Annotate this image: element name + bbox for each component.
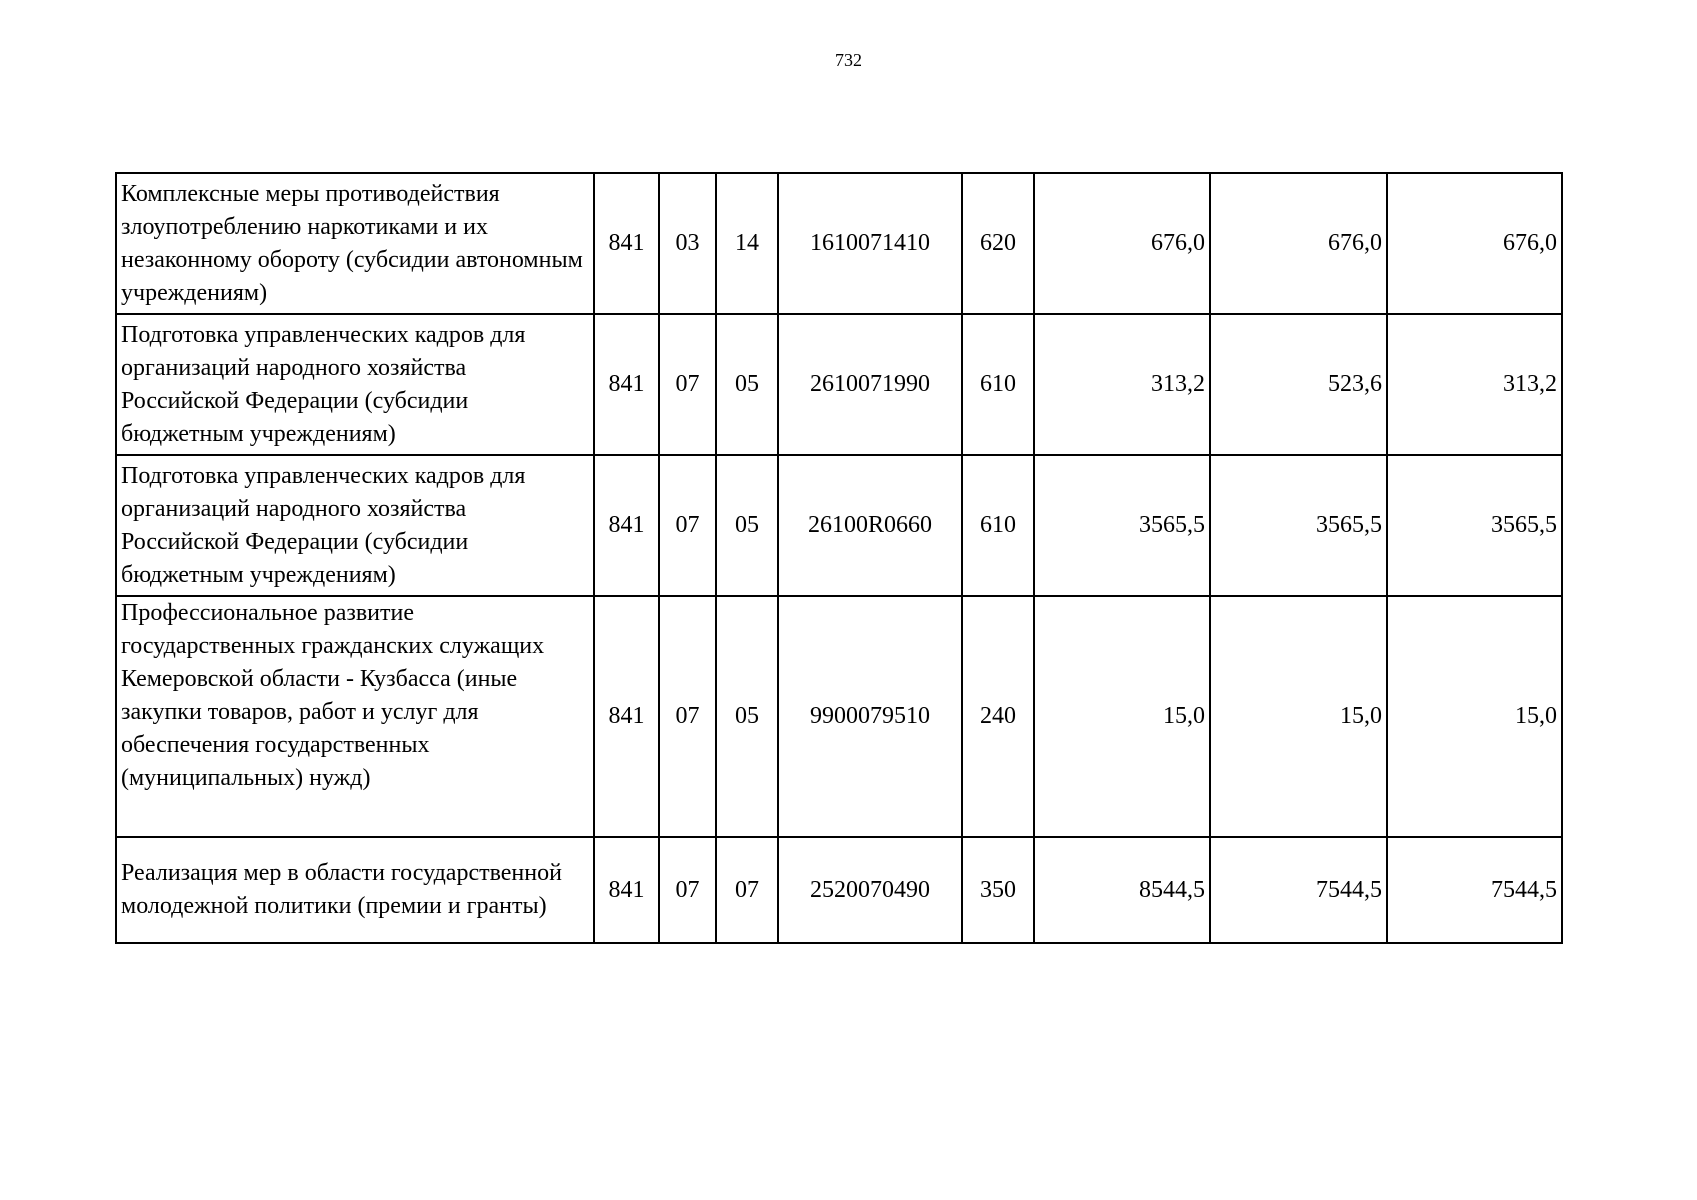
table-row <box>116 314 1562 455</box>
cell-section: 03 <box>659 173 716 314</box>
cell-subsection: 14 <box>716 173 778 314</box>
cell-subsection: 05 <box>716 314 778 455</box>
cell-sum-2: 523,6 <box>1210 314 1387 455</box>
cell-sum-3: 3565,5 <box>1387 455 1562 596</box>
budget-table <box>115 172 1563 944</box>
cell-sum-3: 7544,5 <box>1387 837 1562 943</box>
cell-name: Реализация мер в области государственной молодежной политики (премии и гранты) <box>116 837 594 943</box>
page-number: 732 <box>835 50 862 70</box>
cell-target-article: 1610071410 <box>778 173 962 314</box>
cell-target-article: 26100R0660 <box>778 455 962 596</box>
cell-expense-type: 350 <box>962 837 1034 943</box>
table-row <box>116 455 1562 596</box>
cell-name: Подготовка управленческих кадров для организаций народного хозяйства Российской Федерации (субсидии бюджетным учреждениям) <box>116 455 594 596</box>
cell-sum-2: 7544,5 <box>1210 837 1387 943</box>
cell-sum-2: 15,0 <box>1210 596 1387 837</box>
cell-subsection: 05 <box>716 455 778 596</box>
cell-sum-1: 676,0 <box>1034 173 1210 314</box>
cell-expense-type: 610 <box>962 455 1034 596</box>
cell-ministry: 841 <box>594 455 659 596</box>
cell-sum-2: 3565,5 <box>1210 455 1387 596</box>
cell-sum-3: 676,0 <box>1387 173 1562 314</box>
cell-section: 07 <box>659 314 716 455</box>
cell-name: Профессиональное развитие государственных гражданских служащих Кемеровской области - Кузбасса (иные закупки товаров, работ и услуг для обеспечения государственных (муниципальных) нужд) <box>116 596 594 837</box>
cell-name: Подготовка управленческих кадров для организаций народного хозяйства Российской Федерации (субсидии бюджетным учреждениям) <box>116 314 594 455</box>
cell-sum-1: 313,2 <box>1034 314 1210 455</box>
cell-sum-1: 3565,5 <box>1034 455 1210 596</box>
cell-sum-2: 676,0 <box>1210 173 1387 314</box>
cell-expense-type: 610 <box>962 314 1034 455</box>
cell-target-article: 2520070490 <box>778 837 962 943</box>
cell-subsection: 07 <box>716 837 778 943</box>
cell-section: 07 <box>659 596 716 837</box>
cell-expense-type: 240 <box>962 596 1034 837</box>
cell-section: 07 <box>659 455 716 596</box>
cell-sum-3: 15,0 <box>1387 596 1562 837</box>
cell-target-article: 9900079510 <box>778 596 962 837</box>
cell-ministry: 841 <box>594 596 659 837</box>
table-row <box>116 173 1562 314</box>
cell-ministry: 841 <box>594 314 659 455</box>
cell-target-article: 2610071990 <box>778 314 962 455</box>
cell-ministry: 841 <box>594 837 659 943</box>
cell-ministry: 841 <box>594 173 659 314</box>
cell-sum-1: 15,0 <box>1034 596 1210 837</box>
table-row <box>116 837 1562 943</box>
table-row <box>116 596 1562 837</box>
cell-section: 07 <box>659 837 716 943</box>
cell-subsection: 05 <box>716 596 778 837</box>
cell-sum-3: 313,2 <box>1387 314 1562 455</box>
cell-sum-1: 8544,5 <box>1034 837 1210 943</box>
cell-name: Комплексные меры противодействия злоупотреблению наркотиками и их незаконному обороту (субсидии автономным учреждениям) <box>116 173 594 314</box>
cell-expense-type: 620 <box>962 173 1034 314</box>
